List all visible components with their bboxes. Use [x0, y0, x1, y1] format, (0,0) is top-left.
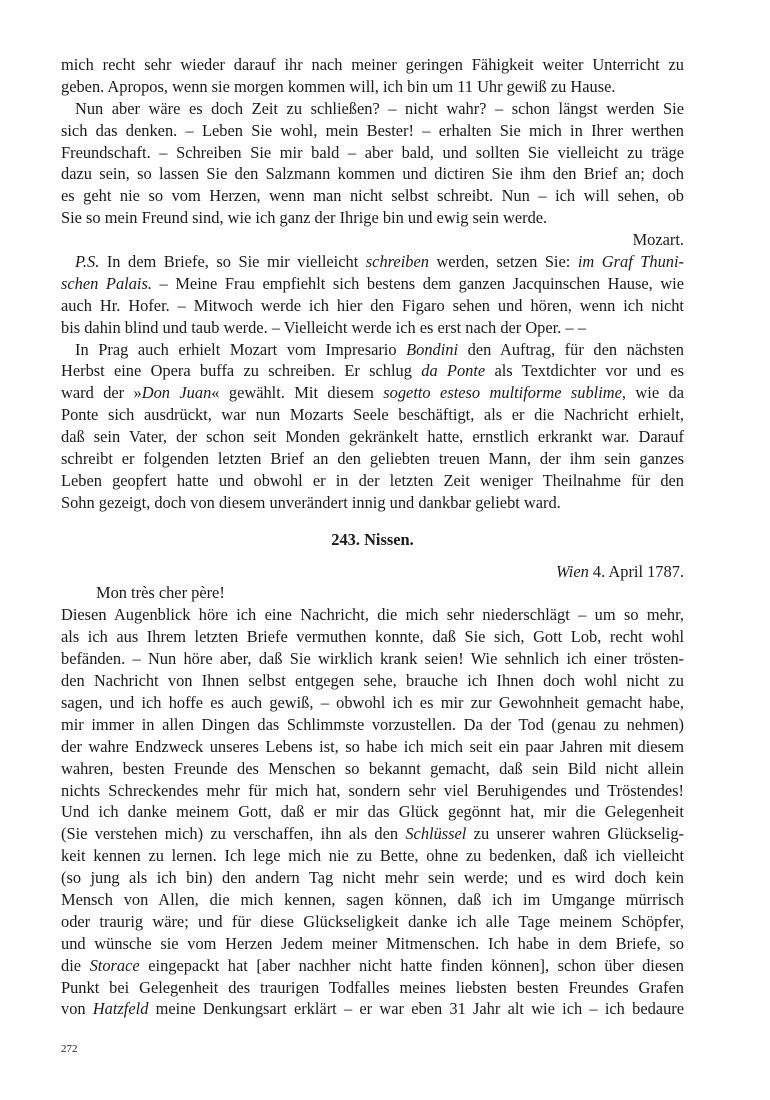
text-run: Punkt bei Gelegenheit des traurigen Todfalles meines liebsten besten Freundes Grafen: [61, 977, 684, 997]
text-run: sagen, und ich hoffe es auch gewiß, – obwohl ich es mir zur Gewohnheit gemacht habe,: [61, 692, 684, 712]
text-line: [61, 142, 684, 164]
text-run: Ponte sich ausdrückt, war nun Mozarts Seele beschäftigt, als er die Nachricht erhielt,: [61, 405, 684, 425]
italic-text: Don Juan: [141, 383, 212, 403]
text-run: die: [61, 955, 90, 975]
text-line: [61, 977, 684, 999]
text-line: [61, 758, 684, 780]
text-line: [61, 823, 684, 845]
text-run: den Nachricht von Ihnen selbst entgegen sehe, brauche ich Ihnen doch wohl nicht zu: [61, 671, 684, 691]
text-run: eingepackt hat [aber nachher nicht hatte finden können], schon über diesen: [139, 955, 684, 975]
text-run: dazu sein, so lassen Sie den Salzmann kommen und dictiren Sie ihm den Brief an; doch: [61, 164, 684, 184]
text-line: [61, 801, 684, 823]
text-line: [61, 889, 684, 911]
text-line: [61, 317, 684, 339]
text-run: bis dahin blind und taub werde. – Vielleicht werde ich es erst nach der Oper. – –: [61, 317, 586, 337]
text-line: [61, 670, 684, 692]
italic-text: im Graf Thuni-: [577, 252, 684, 272]
text-line: [61, 229, 684, 251]
text-line: [61, 448, 684, 470]
spacer: [61, 514, 684, 529]
text-line: [61, 626, 684, 648]
text-run: Und ich danke meinem Gott, daß er mir das Glück gegönnt hat, mir die Gelegenheit: [61, 802, 684, 822]
text-run: keit kennen zu lernen. Ich lege mich nie zu Bette, ohne zu bedenken, daß ich vielleicht: [61, 846, 684, 866]
text-line: [61, 867, 684, 889]
text-line: [61, 426, 684, 448]
italic-text: Wien: [556, 561, 589, 581]
text-run: von: [61, 999, 93, 1019]
text-run: meine Denkungsart erklärt – er war eben 31 Jahr alt wie ich – ich bedaure: [148, 999, 684, 1019]
text-line: [61, 295, 684, 317]
text-run: wahren, besten Freunde des Menschen so bekannt gemacht, daß sein Bild nicht allein: [61, 758, 684, 778]
text-line: [61, 845, 684, 867]
text-run: schreibt er folgenden letzten Brief an den geliebten treuen Mann, der ihm sein ganzes: [61, 449, 684, 469]
text-run: den Auftrag, für den nächsten: [458, 339, 684, 359]
text-run: ward der »: [61, 383, 142, 403]
text-line: [61, 736, 684, 758]
text-run: sich das denken. – Leben Sie wohl, mein Bester! – erhalten Sie mich in Ihrer werthen: [61, 120, 684, 140]
text-run: als Textdichter vor und es: [485, 361, 684, 381]
text-run: zu unserer wahren Glückselig-: [466, 824, 684, 844]
text-run: (Sie verstehen mich) zu verschaffen, ihn als den: [61, 824, 406, 844]
italic-text: Hatzfeld: [92, 999, 149, 1019]
text-run: Mensch von Allen, die mich kennen, sagen können, daß ich im Umgange mürrisch: [61, 889, 684, 909]
text-line: [61, 120, 684, 142]
text-run: befänden. – Nun höre aber, daß Sie wirklich krank seien! Wie sehnlich ich einer trösten-: [61, 649, 684, 669]
text-run: Freundschaft. – Schreiben Sie mir bald – aber bald, und sollten Sie vielleicht zu träge: [61, 142, 684, 162]
text-line: [61, 492, 684, 514]
text-run: als ich aus Ihrem letzten Briefe vermuthen konnte, daß Sie sich, Gott Lob, recht wohl: [61, 627, 684, 647]
text-run: und wünsche sie vom Herzen Jedem meiner Mitmenschen. Ich habe in dem Briefe, so: [61, 933, 684, 953]
text-line: [61, 404, 684, 426]
italic-text: Storace: [89, 955, 140, 975]
text-line: [61, 561, 684, 583]
italic-text: P.S.: [75, 252, 100, 272]
text-run: nichts Schreckendes mehr für mich hat, sondern sehr viel Beruhigendes und Tröstendes!: [61, 780, 684, 800]
text-run: Mon très cher père!: [96, 583, 225, 603]
text-run: Diesen Augenblick höre ich eine Nachricht, die mich sehr niederschlägt – um so mehr,: [61, 605, 684, 625]
text-run: (so jung als ich bin) den andern Tag nicht mehr sein werde; und es wird doch kein: [61, 868, 684, 888]
text-line: [61, 582, 684, 604]
text-run: geben. Apropos, wenn sie morgen kommen will, ich bin um 11 Uhr gewiß zu Hause.: [61, 76, 616, 96]
text-run: mir immer in allen Dingen das Schlimmste vorzustellen. Da der Tod (genau zu nehmen): [61, 714, 684, 734]
text-run: es geht nie so vom Herzen, wenn man nicht selbst schreibt. Nun – ich will sehen, ob: [61, 186, 684, 206]
italic-text: Bondini: [406, 339, 459, 359]
italic-text: Schlüssel: [405, 824, 467, 844]
text-run: In Prag auch erhielt Mozart vom Impresario: [75, 339, 407, 359]
text-run: oder traurig wäre; und für diese Glückseligkeit danke ich alle Tage meinem Schöpfer,: [61, 911, 684, 931]
text-run: wie da: [626, 383, 684, 403]
text-line: [61, 933, 684, 955]
text-run: 243. Nissen.: [331, 529, 414, 549]
text-run: werden, setzen Sie:: [428, 252, 578, 272]
text-line: [61, 470, 684, 492]
page-text: [61, 54, 684, 1020]
text-line: [61, 163, 684, 185]
spacer: [61, 551, 684, 561]
text-run: « gewählt. Mit diesem: [211, 383, 384, 403]
text-line: [61, 911, 684, 933]
text-line: [61, 185, 684, 207]
text-line: [61, 54, 684, 76]
text-line: [61, 998, 684, 1020]
text-line: [61, 604, 684, 626]
text-line: [61, 251, 684, 273]
text-run: daß sein Vater, der schon seit Monden gekränkelt hatte, ernstlich erkrankt war. Darauf: [61, 427, 684, 447]
text-run: auch Hr. Hofer. – Mitwoch werde ich hier den Figaro sehen und hören, wenn ich nicht: [61, 295, 684, 315]
page-number: 272: [61, 1043, 78, 1055]
text-run: Sie so mein Freund sind, wie ich ganz der Ihrige bin und ewig sein werde.: [61, 208, 548, 228]
italic-text: schen Palais.: [61, 273, 152, 293]
text-line: [61, 360, 684, 382]
italic-text: schreiben: [365, 252, 429, 272]
text-line: [61, 76, 684, 98]
text-line: [61, 692, 684, 714]
text-run: Herbst eine Opera buffa zu schreiben. Er schlug: [61, 361, 422, 381]
text-line: [61, 780, 684, 802]
italic-text: sogetto esteso multiforme sublime,: [383, 383, 626, 403]
text-run: Sohn gezeigt, doch von diesem unverändert innig und dankbar geliebt ward.: [61, 492, 561, 512]
text-line: [61, 98, 684, 120]
text-run: – Meine Frau empfiehlt sich bestens dem ganzen Jacquinschen Hause, wie: [151, 273, 684, 293]
text-line: [61, 648, 684, 670]
text-line: [61, 273, 684, 295]
letter-heading: [61, 529, 684, 551]
text-line: [61, 207, 684, 229]
text-run: der wahre Endzweck unseres Lebens ist, so habe ich mich seit ein paar Jahren mit diesem: [61, 736, 684, 756]
text-run: Nun aber wäre es doch Zeit zu schließen? – nicht wahr? – schon längst werden Sie: [75, 98, 684, 118]
text-line: [61, 714, 684, 736]
text-run: mich recht sehr wieder darauf ihr nach meiner geringen Fähigkeit weiter Unterricht zu: [61, 55, 684, 74]
text-line: [61, 955, 684, 977]
text-line: [61, 382, 684, 404]
text-run: 4. April 1787.: [588, 561, 684, 581]
text-line: [61, 339, 684, 361]
text-run: In dem Briefe, so Sie mir vielleicht: [99, 252, 366, 272]
text-run: Leben geopfert hatte und obwohl er in der letzten Zeit weniger Theilnahme für den: [61, 470, 684, 490]
italic-text: da Ponte: [421, 361, 486, 381]
text-run: Mozart.: [632, 230, 684, 250]
